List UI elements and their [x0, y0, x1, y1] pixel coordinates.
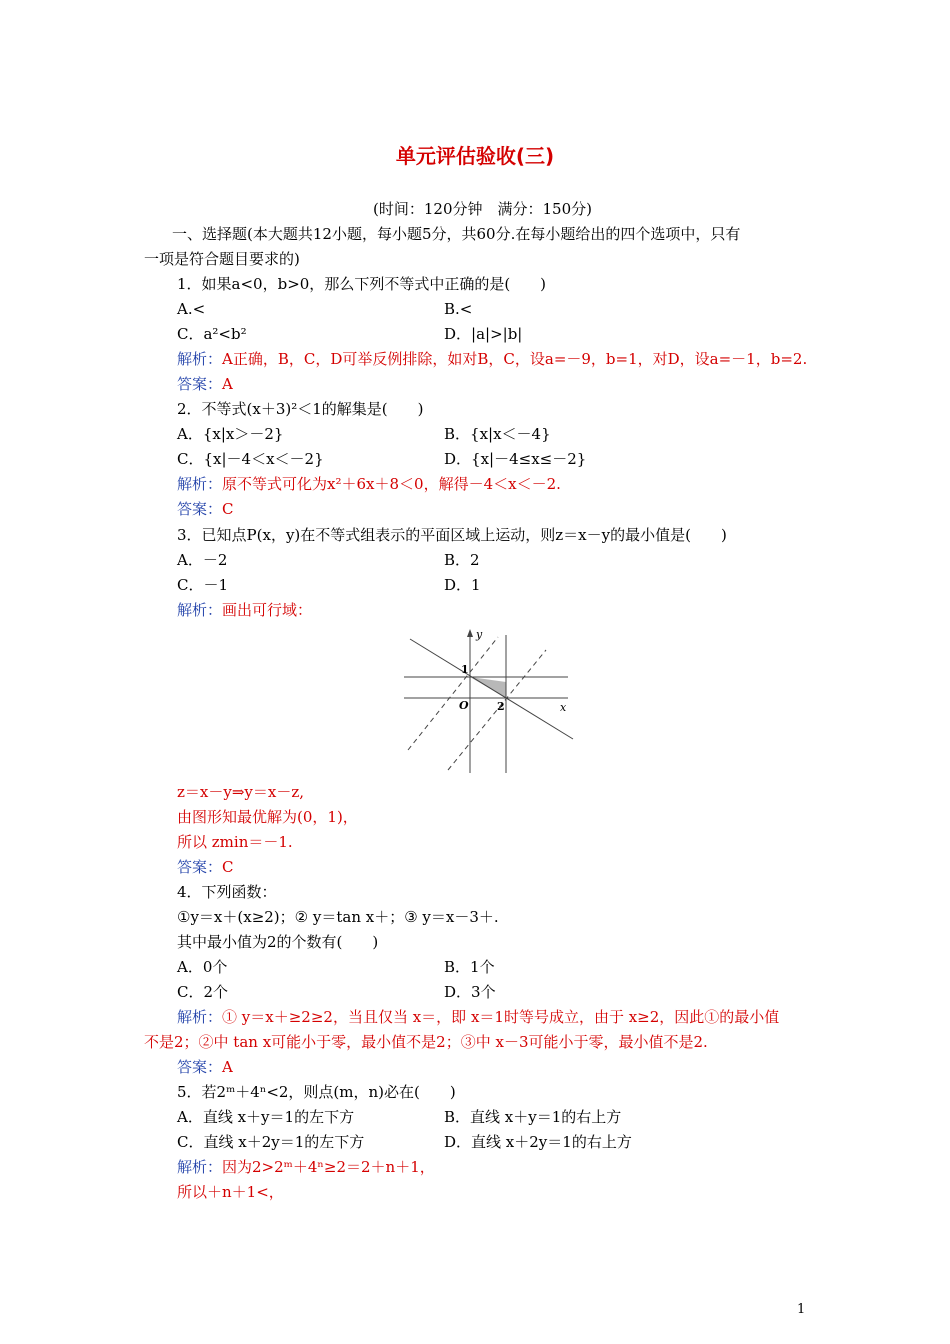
q2-option-d: D．{x|－4≤x≤－2} [444, 450, 587, 468]
q5-option-a: A．直线 x＋y＝1的左下方 [177, 1108, 355, 1126]
q3-line2: 由图形知最优解为(0，1)， [177, 808, 358, 826]
fig-y-label: y [476, 628, 483, 641]
q4-analysis-cont: 不是2；②中 tan x可能小于零，最小值不是2；③中 x－3可能小于零，最小值不是2. [144, 1033, 708, 1051]
q4-analysis [177, 1007, 779, 1027]
q3-option-d: D．1 [444, 576, 481, 594]
analysis-label: 解析： [177, 1158, 223, 1176]
q2-option-a: A．{x|x＞－2} [177, 425, 284, 443]
analysis-text: 画出可行域： [222, 601, 313, 619]
analysis-label: 解析： [177, 601, 223, 619]
section-header: 一、选择题(本大题共12小题，每小题5分，共60分.在每小题给出的四个选项中，只有 [172, 225, 741, 243]
q4-stem: 4．下列函数： [177, 883, 277, 901]
answer-value: C [222, 500, 234, 518]
fig-origin-label: O [459, 699, 469, 712]
page-title: 单元评估验收(三) [395, 144, 555, 168]
analysis-text: ① y＝x＋≥2≥2，当且仅当 x＝，即 x＝1时等号成立，由于 x≥2，因此①的最小值 [222, 1008, 780, 1026]
fig-x-label: x [560, 701, 567, 714]
q2-stem: 2．不等式(x＋3)²＜1的解集是( ) [177, 400, 424, 418]
q4-question: 其中最小值为2的个数有( ) [177, 933, 379, 951]
q1-option-d: D．|a|>|b| [444, 325, 523, 343]
q3-line1: z＝x－y⇒y＝x－z, [177, 783, 305, 801]
q4-option-c: C．2个 [177, 983, 229, 1001]
q5-analysis [177, 1157, 435, 1177]
answer-label: 答案： [177, 375, 223, 393]
q5-stem: 5．若2ᵐ＋4ⁿ<2，则点(m，n)必在( ) [177, 1083, 456, 1101]
q4-answer [177, 1057, 233, 1077]
answer-label: 答案： [177, 858, 223, 876]
q3-answer [177, 857, 234, 877]
answer-value: A [222, 1058, 233, 1076]
answer-value: A [222, 375, 233, 393]
q4-option-a: A．0个 [177, 958, 228, 976]
feasible-region-figure [400, 625, 580, 775]
analysis-label: 解析： [177, 475, 223, 493]
q3-option-a: A．－2 [177, 551, 228, 569]
answer-label: 答案： [177, 1058, 223, 1076]
q5-option-d: D．直线 x＋2y＝1的右上方 [444, 1133, 632, 1151]
q3-option-b: B．2 [444, 551, 480, 569]
fig-tick-1: 1 [461, 663, 469, 676]
q5-line2: 所以＋n＋1<， [177, 1183, 284, 1201]
q1-answer [177, 374, 233, 394]
q3-option-c: C．－1 [177, 576, 229, 594]
analysis-text: A正确，B，C，D可举反例排除，如对B，C，设a=－9，b=1，对D，设a=－1，b=2. [222, 350, 808, 368]
q3-stem: 3．已知点P(x，y)在不等式组表示的平面区域上运动，则z＝x－y的最小值是( ) [177, 526, 727, 544]
q2-option-b: B．{x|x＜－4} [444, 425, 551, 443]
q4-option-b: B．1个 [444, 958, 495, 976]
q3-analysis [177, 600, 312, 620]
q1-analysis [177, 349, 807, 369]
section-header-cont: 一项是符合题目要求的) [144, 250, 300, 268]
q2-analysis [177, 474, 561, 494]
q4-functions: ①y＝x＋(x≥2)；② y＝tan x＋；③ y＝x－3＋. [177, 908, 499, 926]
fig-tick-2: 2 [497, 700, 505, 713]
q1-option-c: C．a²<b² [177, 325, 247, 343]
q3-line3: 所以 zmin＝－1. [177, 833, 293, 851]
answer-label: 答案： [177, 500, 223, 518]
page-number: 1 [797, 1302, 806, 1317]
q1-option-b: B.< [444, 300, 473, 318]
q1-option-a: A.< [177, 300, 206, 318]
q1-stem: 1．如果a<0，b>0，那么下列不等式中正确的是( ) [177, 275, 547, 293]
q5-option-c: C．直线 x＋2y＝1的左下方 [177, 1133, 365, 1151]
time-info: (时间：120分钟 满分：150分) [373, 200, 592, 218]
analysis-text: 因为2>2ᵐ＋4ⁿ≥2＝2＋n＋1， [222, 1158, 435, 1176]
answer-value: C [222, 858, 234, 876]
q2-option-c: C．{x|－4＜x＜－2} [177, 450, 324, 468]
q4-option-d: D．3个 [444, 983, 496, 1001]
analysis-label: 解析： [177, 1008, 223, 1026]
q2-answer [177, 499, 234, 519]
analysis-text: 原不等式可化为x²＋6x＋8＜0，解得－4＜x＜－2. [222, 475, 561, 493]
q5-option-b: B．直线 x＋y＝1的右上方 [444, 1108, 622, 1126]
analysis-label: 解析： [177, 350, 223, 368]
